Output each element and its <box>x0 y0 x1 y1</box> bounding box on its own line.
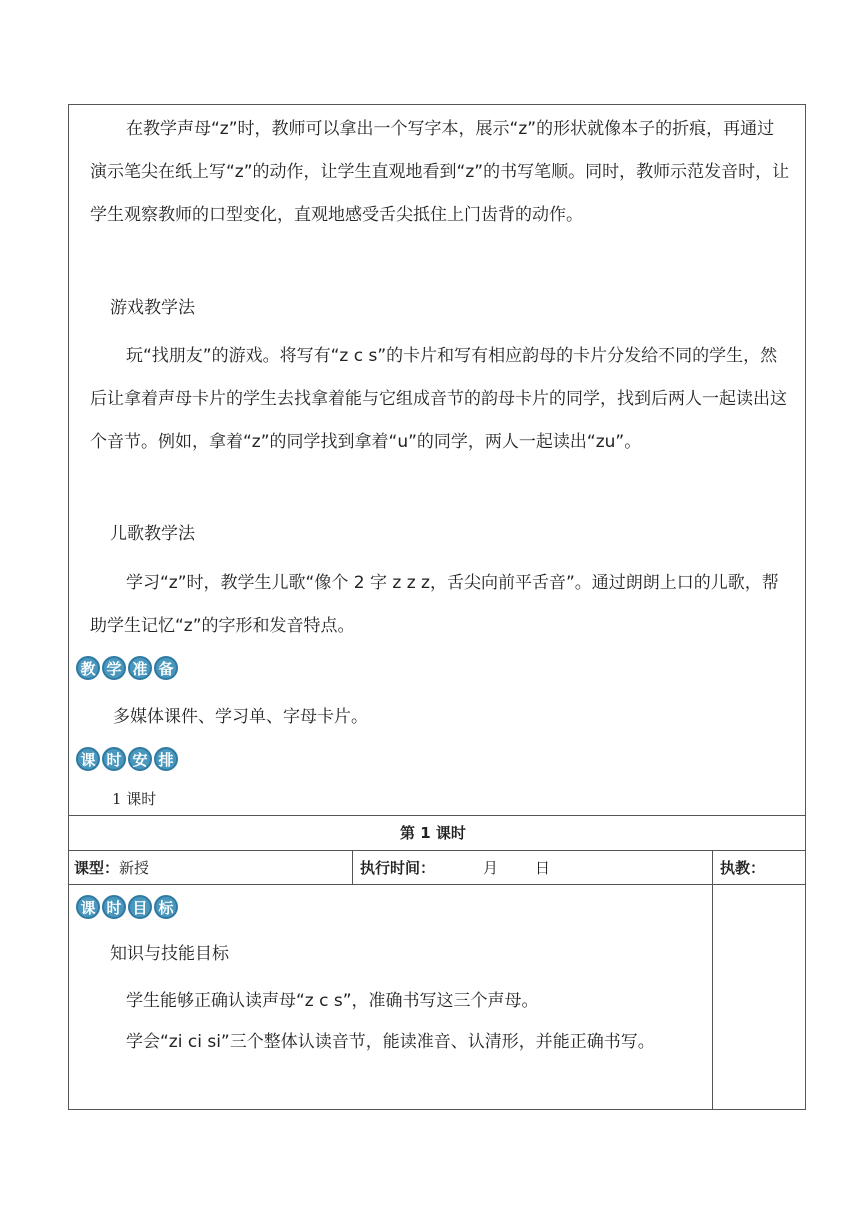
badge-char: 准 <box>128 656 152 680</box>
objectives-heading: 知识与技能目标 <box>110 944 229 964</box>
badge-char: 时 <box>102 747 126 771</box>
badge-char: 课 <box>76 895 100 919</box>
badge-char: 时 <box>102 895 126 919</box>
lesson-type <box>74 858 149 878</box>
row-divider <box>68 850 806 851</box>
objective-item-1 <box>126 989 539 1013</box>
lesson-title: 第 1 课时 <box>400 824 466 842</box>
preparation-content: 多媒体课件、学习单、字母卡片。 <box>113 707 368 727</box>
game-method-paragraph: 玩“找朋友”的游戏。将写有“z c s”的卡片和写有相应韵母的卡片分发给不同的学生，然后让拿着声母卡片的学生去找拿着能与它组成音节的韵母卡片的同学，找到后两人一起读出这个音节。例如，拿着“z”的同学找到拿着“u”的同学，两人一起读出“zu”。 <box>90 346 787 452</box>
game-method-heading: 游戏教学法 <box>110 298 195 318</box>
intro-paragraph: 在教学声母“z”时，教师可以拿出一个写字本，展示“z”的形状就像本子的折痕，再通过演示笔尖在纸上写“z”的动作，让学生直观地看到“z”的书写笔顺。同时，教师示范发音时，让学生观察教师的口型变化，直观地感受舌尖抵住上门齿背的动作。 <box>90 119 790 225</box>
badge-char: 教 <box>76 656 100 680</box>
song-method-paragraph: 学习“z”时，教学生儿歌“像个 2 字 z z z，舌尖向前平舌音”。通过朗朗上口的儿歌，帮助学生记忆“z”的字形和发音特点。 <box>90 573 779 636</box>
day-label: 日 <box>535 859 551 877</box>
teacher-label: 执教： <box>720 859 766 877</box>
objective-item-1-text: 学生能够正确认读声母“z c s”，准确书写这三个声母。 <box>126 991 539 1011</box>
badge-char: 学 <box>102 656 126 680</box>
row-divider <box>68 884 806 885</box>
song-method-heading: 儿歌教学法 <box>110 524 195 544</box>
badge-char: 安 <box>128 747 152 771</box>
schedule-badge <box>76 747 178 771</box>
badge-char: 目 <box>128 895 152 919</box>
col-divider <box>712 850 713 1109</box>
objectives-badge <box>76 895 178 919</box>
col-divider <box>352 850 353 884</box>
lesson-type-value: 新授 <box>119 859 150 877</box>
preparation-badge <box>76 656 178 680</box>
row-divider <box>68 815 806 816</box>
table-bottom-border <box>68 1109 806 1110</box>
badge-char: 备 <box>154 656 178 680</box>
exec-time-label: 执行时间： <box>360 859 436 877</box>
schedule-content: 1 课时 <box>112 790 157 808</box>
badge-char: 标 <box>154 895 178 919</box>
badge-char: 课 <box>76 747 100 771</box>
lesson-type-label: 课型： <box>74 859 120 877</box>
badge-char: 排 <box>154 747 178 771</box>
objective-item-2: 学会“zi ci si”三个整体认读音节，能读准音、认清形，并能正确书写。 <box>126 1032 655 1052</box>
month-label: 月 <box>483 859 499 877</box>
